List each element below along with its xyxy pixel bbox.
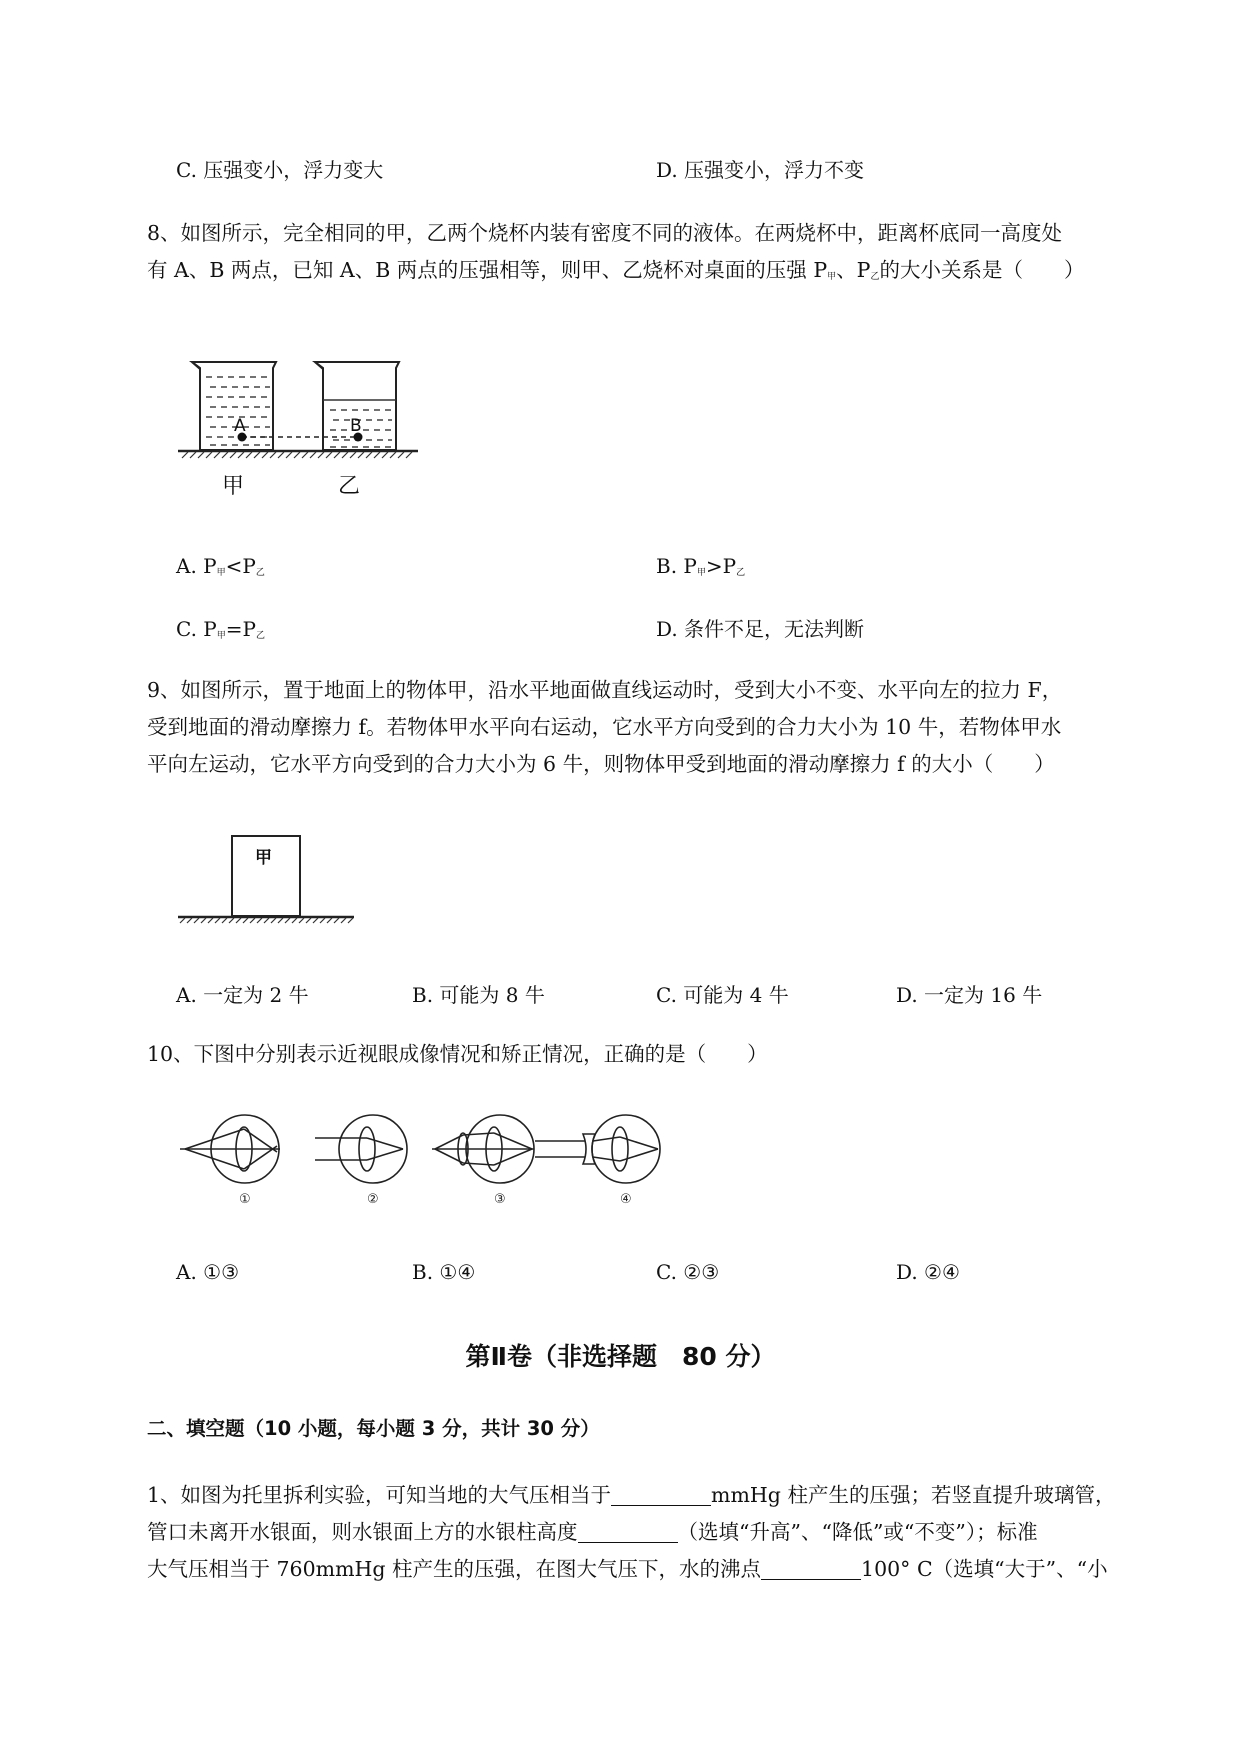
q8-option-d: D. 条件不足，无法判断	[656, 617, 865, 641]
q8-option-b: B. $P_甲>P_乙$	[656, 554, 746, 578]
q7-option-d: D. 压强变小，浮力不变	[656, 158, 865, 182]
ground-hatching	[180, 918, 353, 923]
block-jia-label: 甲	[255, 848, 272, 868]
answer-blank-1[interactable]	[611, 1483, 711, 1506]
q9-line-1: 9、如图所示，置于地面上的物体甲，沿水平地面做直线运动时，受到大小不变、水平向左的拉力 F，	[147, 678, 1063, 702]
fill-q1-stem	[147, 1477, 1127, 1588]
eye-label-4: ④	[620, 1192, 632, 1207]
q8-option-c: C. $P_甲=P_乙$	[176, 617, 266, 641]
answer-blank-2[interactable]	[578, 1520, 678, 1543]
q7-option-c: C. 压强变小，浮力变大	[176, 158, 384, 182]
fill-q1-line-1: 1、如图为托里拆利实验，可知当地的大气压相当于 mmHg 柱产生的压强；若竖直提升玻璃管，	[147, 1483, 1116, 1507]
table-hatching	[182, 452, 412, 458]
fill-q1-line-3: 大气压相当于 760mmHg 柱产生的压强，在图大气压下，水的沸点 100° C（选填“大于”、“小	[147, 1557, 1108, 1581]
point-b-label: B	[350, 416, 362, 436]
eye-diagram-4	[535, 1115, 660, 1183]
eye-diagram-3	[432, 1115, 534, 1183]
eye-diagram-1	[180, 1115, 280, 1183]
beaker-yi-label: 乙	[338, 474, 361, 499]
q10-eye-diagrams	[180, 1110, 710, 1210]
q9-option-a: A. 一定为 2 牛	[176, 983, 309, 1007]
beaker-jia-label: 甲	[222, 474, 245, 499]
fill-q1-line-2: 管口未离开水银面，则水银面上方的水银柱高度 （选填“升高”、“降低”或“不变”）；标准	[147, 1520, 1038, 1544]
q10-stem	[147, 1036, 1127, 1073]
q10-option-d: D. ②④	[896, 1260, 960, 1284]
q8-line-1: 8、如图所示，完全相同的甲，乙两个烧杯内装有密度不同的液体。在两烧杯中，距离杯底同一高度处	[147, 221, 1063, 245]
q9-stem	[147, 672, 1127, 783]
q9-option-b: B. 可能为 8 牛	[412, 983, 545, 1007]
q9-block-figure	[170, 830, 370, 925]
eye-label-1: ①	[239, 1192, 251, 1207]
eye-diagram-2	[315, 1115, 407, 1183]
eye-label-2: ②	[367, 1192, 379, 1207]
q9-line-3: 平向左运动，它水平方向受到的合力大小为 6 牛，则物体甲受到地面的滑动摩擦力 f 的大小（ ）	[147, 752, 1055, 776]
q10-option-a: A. ①③	[176, 1260, 240, 1284]
q10-option-b: B. ①④	[412, 1260, 476, 1284]
q8-option-a: A. $P_甲<P_乙$	[176, 554, 265, 578]
q8-stem	[147, 215, 1127, 296]
q8-line-2: 有 A、B 两点，已知 A、B 两点的压强相等，则甲、乙烧杯对桌面的压强 $P_甲$、$P_乙$的大小关系是（ ）	[147, 258, 1085, 282]
point-a-label: A	[234, 416, 246, 436]
section-title: 第Ⅱ卷（非选择题 80 分）	[465, 1342, 776, 1371]
q9-option-d: D. 一定为 16 牛	[896, 983, 1043, 1007]
q9-line-2: 受到地面的滑动摩擦力 f。若物体甲水平向右运动，它水平方向受到的合力大小为 10 牛，若物体甲水	[147, 715, 1062, 739]
eye-label-3: ③	[494, 1192, 506, 1207]
q10-option-c: C. ②③	[656, 1260, 720, 1284]
q10-line-1: 10、下图中分别表示近视眼成像情况和矫正情况，正确的是（ ）	[147, 1042, 768, 1066]
q9-option-c: C. 可能为 4 牛	[656, 983, 789, 1007]
q8-beakers-figure	[170, 352, 430, 502]
part2-heading: 二、填空题（10 小题，每小题 3 分，共计 30 分）	[147, 1417, 600, 1440]
answer-blank-3[interactable]	[761, 1557, 861, 1580]
